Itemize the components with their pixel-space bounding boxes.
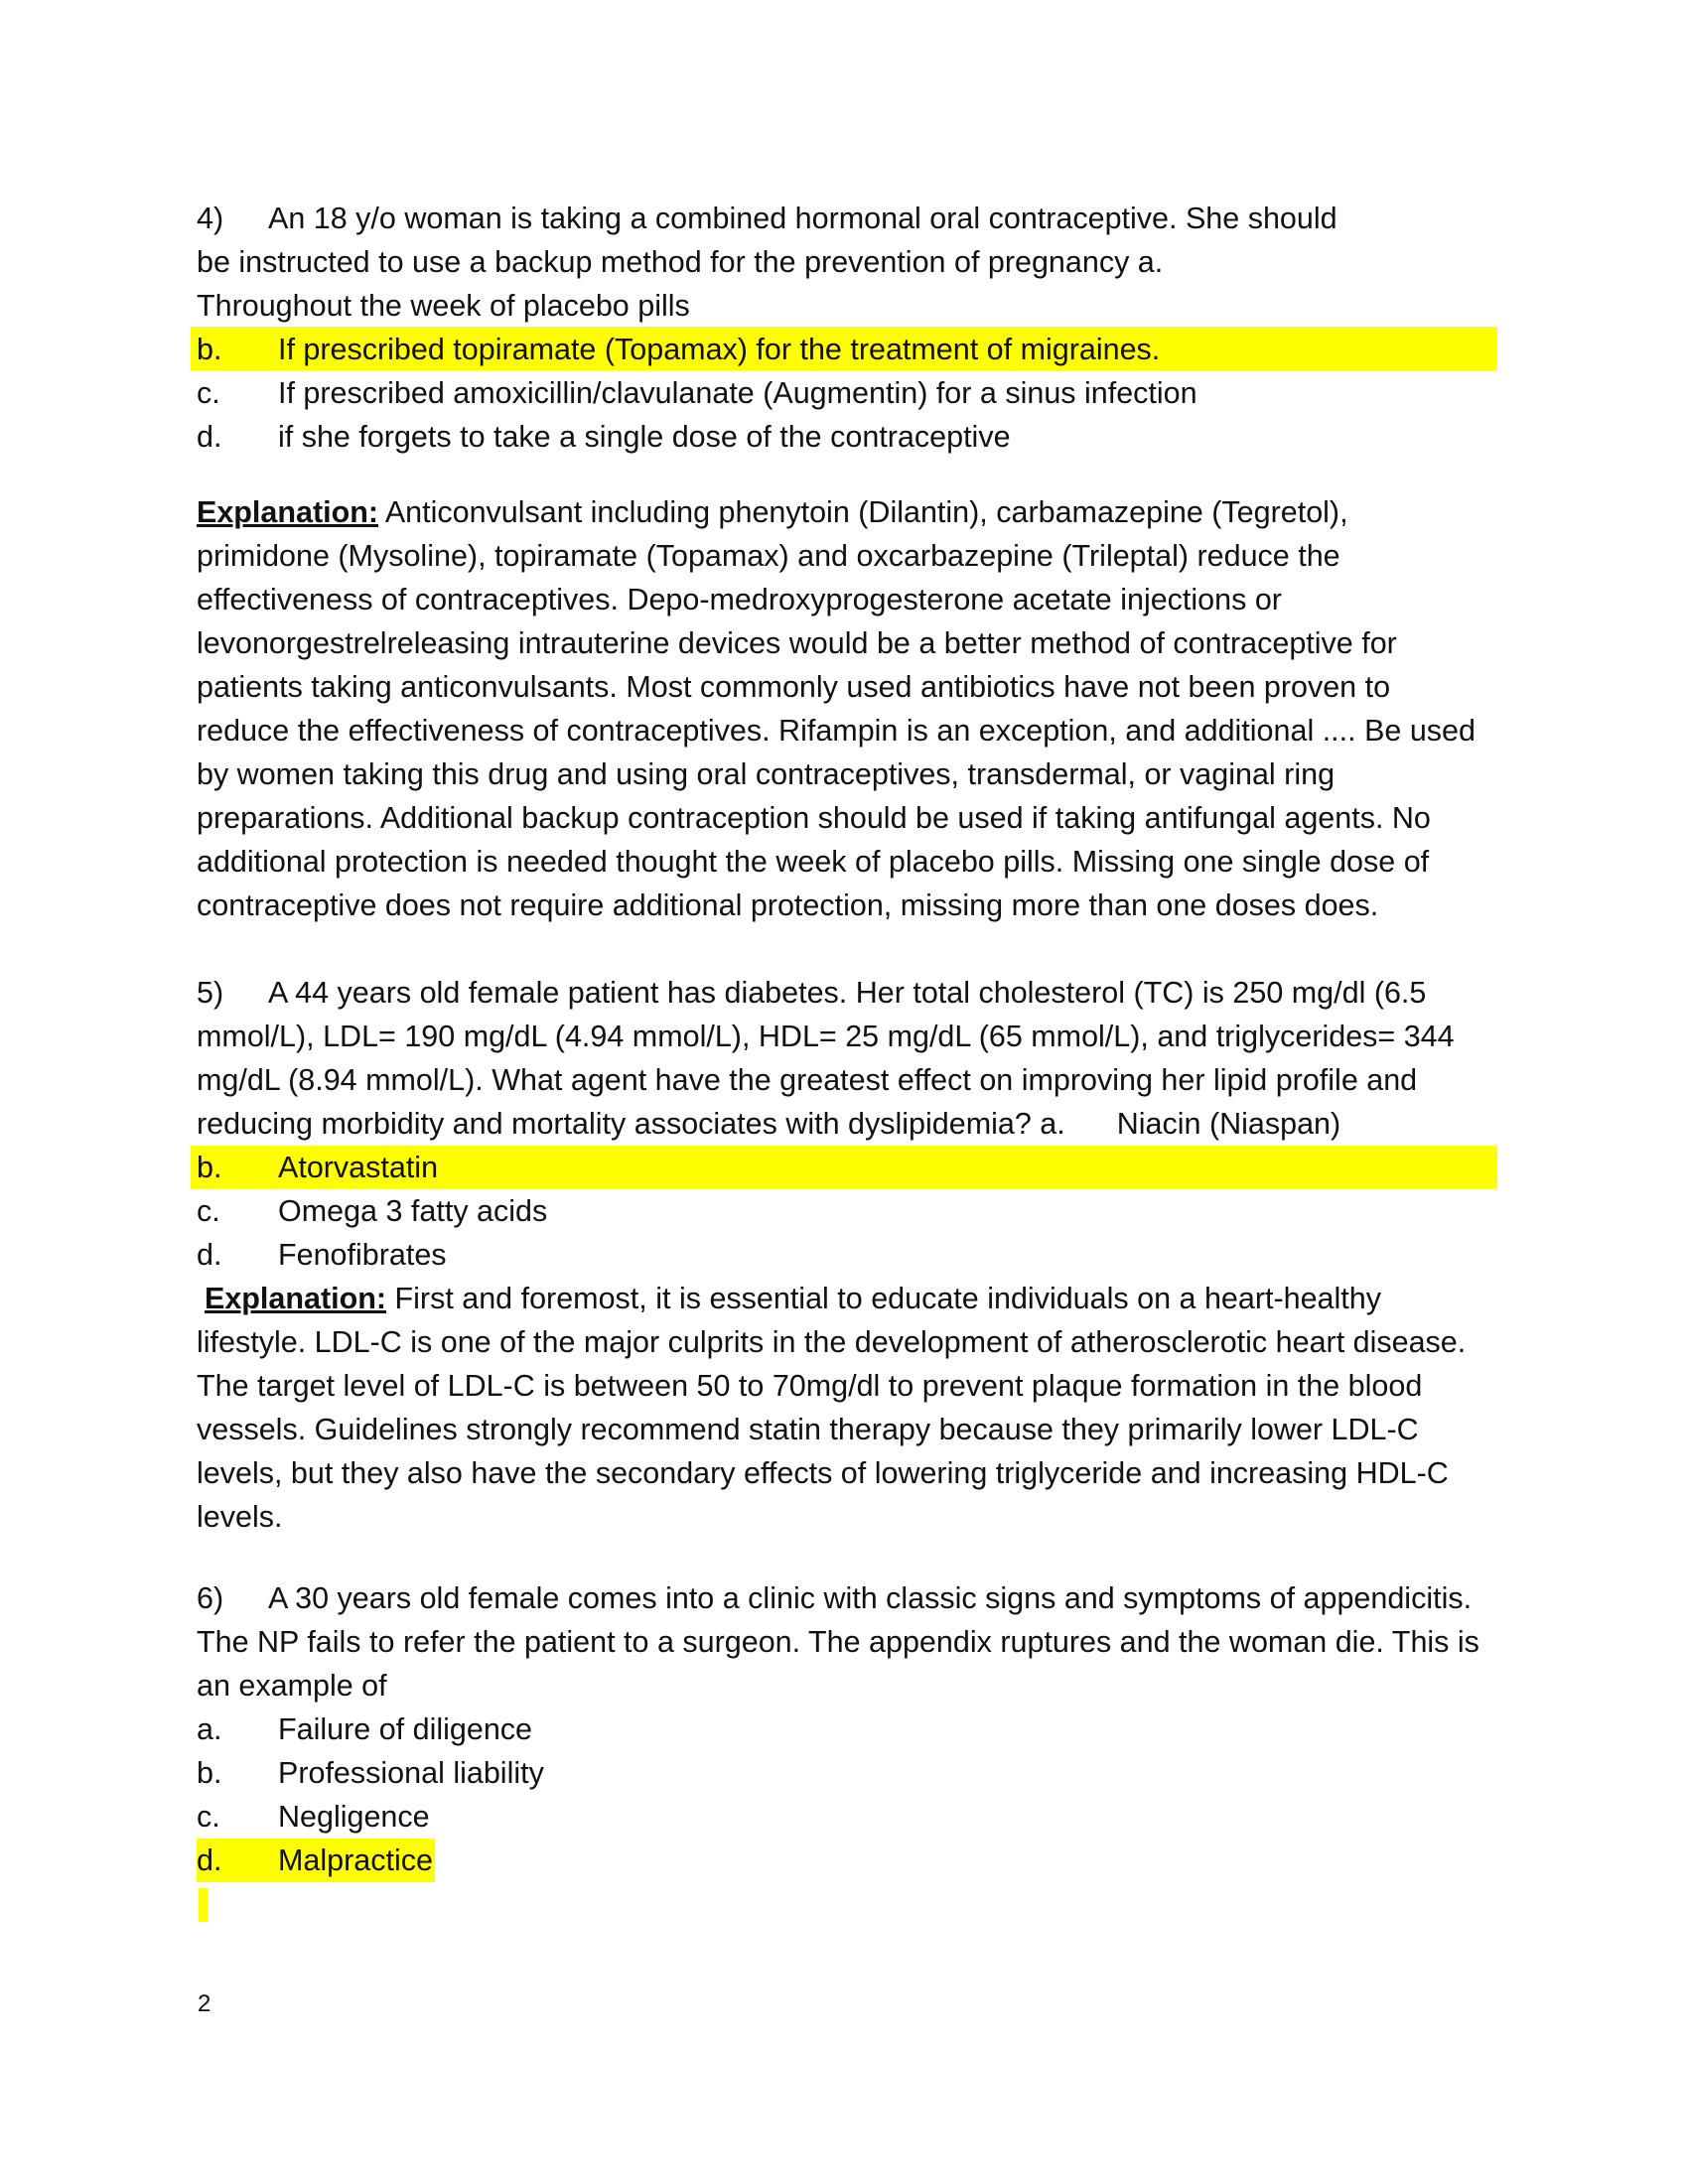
question-5-stem: mg/dL (8.94 mmol/L). What agent have the greatest effect on improving her lipid profile and	[197, 1063, 1418, 1097]
question-4-explanation: patients taking anticonvulsants. Most commonly used antibiotics have not been proven to	[197, 670, 1391, 704]
page-number: 2	[198, 1990, 211, 2017]
question-4-explanation: contraceptive does not require additional protection, missing more than one doses does.	[197, 888, 1379, 922]
question-6-stem: 6) A 30 years old female comes into a clinic with classic signs and symptoms of appendicitis.	[197, 1581, 1473, 1615]
question-5-option-c: c. Omega 3 fatty acids	[197, 1194, 548, 1228]
question-4-stem: be instructed to use a backup method for the prevention of pregnancy a.	[197, 245, 1164, 279]
question-4-stem: 4) An 18 y/o woman is taking a combined hormonal oral contraceptive. She should	[197, 202, 1337, 235]
question-5-option-d: d. Fenofibrates	[197, 1238, 447, 1272]
question-6-option-b: b. Professional liability	[197, 1756, 544, 1790]
question-4-explanation: additional protection is needed thought the week of placebo pills. Missing one single dose of	[197, 845, 1430, 879]
question-6-option-d: d. Malpractice	[197, 1843, 433, 1877]
question-4-option-c: c. If prescribed amoxicillin/clavulanate (Augmentin) for a sinus infection	[197, 376, 1197, 410]
question-5-stem: reducing morbidity and mortality associates with dyslipidemia? a. Niacin (Niaspan)	[197, 1107, 1341, 1141]
question-6-option-a: a. Failure of diligence	[197, 1712, 533, 1746]
question-6-option-c: c. Negligence	[197, 1800, 430, 1834]
question-4-option-d: d. if she forgets to take a single dose of the contraceptive	[197, 420, 1011, 454]
highlight-mark	[199, 1888, 208, 1922]
question-4-stem: Throughout the week of placebo pills	[197, 289, 690, 323]
question-4-explanation: effectiveness of contraceptives. Depo-medroxyprogesterone acetate injections or	[197, 583, 1282, 616]
question-5-explanation: levels.	[197, 1500, 283, 1534]
question-5-explanation: Explanation: First and foremost, it is essential to educate individuals on a heart-healthy	[205, 1282, 1381, 1315]
question-5-stem: mmol/L), LDL= 190 mg/dL (4.94 mmol/L), HDL= 25 mg/dL (65 mmol/L), and triglycerides= 344	[197, 1020, 1455, 1053]
question-4-explanation: reduce the effectiveness of contraceptives. Rifampin is an exception, and additional .... Be used	[197, 714, 1476, 748]
question-4-explanation: levonorgestrelreleasing intrauterine devices would be a better method of contraceptive for	[197, 626, 1397, 660]
question-5-explanation: lifestyle. LDL-C is one of the major culprits in the development of atherosclerotic heart disease.	[197, 1325, 1467, 1359]
explanation-label: Explanation:	[197, 495, 379, 529]
question-6-stem: The NP fails to refer the patient to a surgeon. The appendix ruptures and the woman die. This is	[197, 1625, 1479, 1659]
question-5-option-b: b. Atorvastatin	[197, 1151, 439, 1184]
question-5-stem: 5) A 44 years old female patient has diabetes. Her total cholesterol (TC) is 250 mg/dl (6.5	[197, 976, 1427, 1010]
question-6-stem: an example of	[197, 1669, 387, 1703]
question-5-option-a: Niacin (Niaspan)	[1116, 1107, 1341, 1141]
question-5-explanation: levels, but they also have the secondary effects of lowering triglyceride and increasing HDL-C	[197, 1456, 1449, 1490]
question-4-option-b: b. If prescribed topiramate (Topamax) for the treatment of migraines.	[197, 333, 1161, 366]
question-5-explanation: The target level of LDL-C is between 50 to 70mg/dl to prevent plaque formation in the blood	[197, 1369, 1423, 1403]
explanation-label: Explanation:	[205, 1282, 387, 1315]
question-4-explanation: by women taking this drug and using oral contraceptives, transdermal, or vaginal ring	[197, 757, 1336, 791]
question-4-explanation: preparations. Additional backup contraception should be used if taking antifungal agents. No	[197, 801, 1431, 835]
question-4-explanation: Explanation: Anticonvulsant including phenytoin (Dilantin), carbamazepine (Tegretol),	[197, 495, 1348, 529]
question-4-explanation: primidone (Mysoline), topiramate (Topamax) and oxcarbazepine (Trileptal) reduce the	[197, 539, 1340, 573]
question-5-explanation: vessels. Guidelines strongly recommend statin therapy because they primarily lower LDL-C	[197, 1413, 1419, 1446]
